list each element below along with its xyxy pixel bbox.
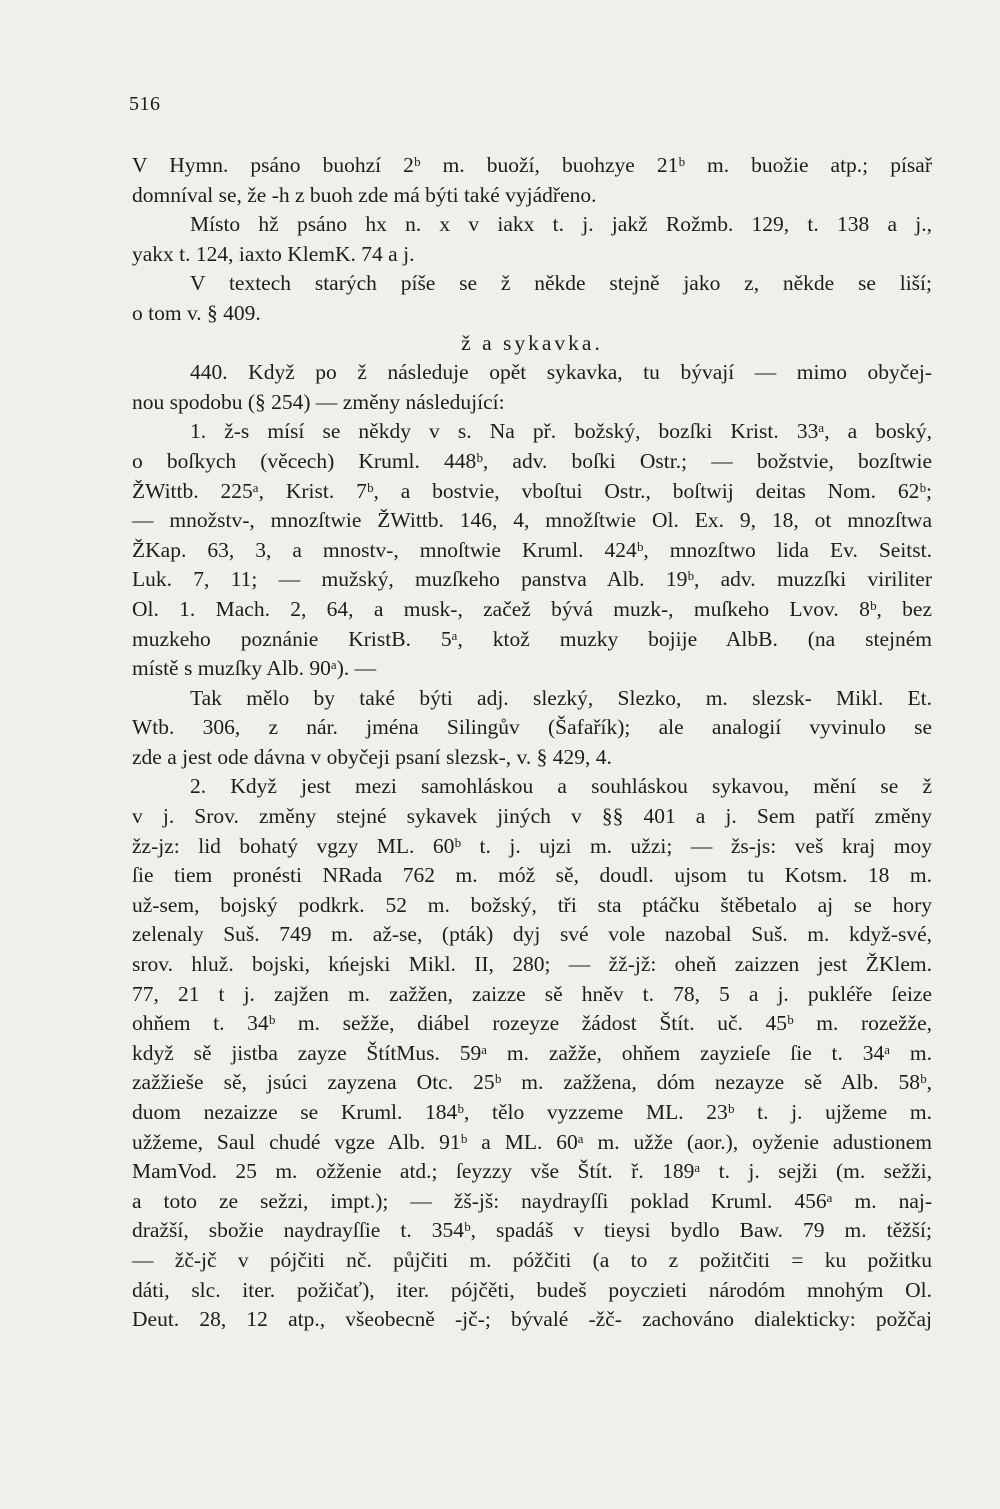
text-line: dáti, slc. iter. požičať), iter. pójčěti, budeš poyczieti národóm mnohým Ol. [132,1277,932,1302]
text-line: Ol. 1. Mach. 2, 64, a musk-, začež bývá muzk-, muſkeho Lvov. 8ᵇ, bez [132,596,932,621]
text-line: 77, 21 t j. zajžen m. zažžen, zaizze sě hněv t. 78, 5 a j. pukléře ſeize [132,981,932,1006]
text-line: Místo hž psáno hx n. x v iakx t. j. jakž Rožmb. 129, t. 138 a j., [190,212,932,237]
text-line: ſie tiem pronésti NRada 762 m. móž sě, doudl. ujsom tu Kotsm. 18 m. [132,863,932,888]
text-line: Deut. 28, 12 atp., všeobecně -jč-; bývalé -žč- zachováno dialekticky: požčaj [132,1307,932,1332]
text-line: zde a jest ode dávna v obyčeji psaní slezsk-, v. § 429, 4. [132,744,612,769]
text-line: nou spodobu (§ 254) — změny následující: [132,389,505,414]
text-line: — žč-jč v pójčiti nč. půjčiti m. póžčiti (a to z požitčiti = ku požitku [132,1247,932,1272]
text-line: Wtb. 306, z nár. jména Silingův (Šafařík); ale analogií vyvinulo se [132,715,932,740]
body-text [132,151,932,1335]
text-line: domníval se, že -h z buoh zde má býti také vyjádřeno. [132,182,597,207]
text-line: a toto ze sežzi, impt.); — žš-jš: naydrayſſi poklad Kruml. 456ᵃ m. naj- [132,1188,932,1213]
text-line: už-sem, bojský podkrk. 52 m. božský, tři sta ptáčku štěbetalo aj se hory [132,892,932,917]
text-line: — množstv-, mnozſtwie ŽWittb. 146, 4, množſtwie Ol. Ex. 9, 18, ot mnozſtwa [132,508,932,533]
section-heading: ž a sykavka. [461,330,603,355]
text-line: duom nezaizze se Kruml. 184ᵇ, tělo vyzzeme ML. 23ᵇ t. j. ujžeme m. [132,1100,932,1124]
text-line: zelenaly Suš. 749 m. až-se, (pták) dyj své vole nazobal Suš. m. když-své, [132,922,932,947]
text-line: o boſkych (věcech) Kruml. 448ᵇ, adv. boſki Ostr.; — božstvie, bozſtwie [132,448,932,473]
text-line: o tom v. § 409. [132,300,261,325]
text-line: dražší, sbožie naydrayſſie t. 354ᵇ, spadáš v tieysi bydlo Baw. 79 m. těžší; [132,1218,932,1243]
text-line: místě s muzſky Alb. 90ᵃ). — [132,656,377,681]
text-line: ŽWittb. 225ᵃ, Krist. 7ᵇ, a bostvie, vboſtui Ostr., boſtwij deitas Nom. 62ᵇ; [132,478,932,503]
text-line: srov. hluž. bojski, kńejski Mikl. II, 280; — žž-jž: oheň zaizzen jest ŽKlem. [132,952,932,977]
text-line: užžeme, Saul chudé vgze Alb. 91ᵇ a ML. 60ᵃ m. užže (aor.), oyženie adustionem [132,1129,932,1154]
text-line: ŽKap. 63, 3, a mnostv-, mnoſtwie Kruml. 424ᵇ, mnozſtwo lida Ev. Seitst. [132,537,932,562]
text-line: zažžieše sě, jsúci zayzena Otc. 25ᵇ m. zažžena, dóm nezayze sě Alb. 58ᵇ, [132,1070,932,1095]
page-number: 516 [129,93,161,115]
text-line: Tak mělo by také býti adj. slezký, Slezko, m. slezsk- Mikl. Et. [190,685,932,710]
text-line: Luk. 7, 11; — mužský, muzſkeho panstva Alb. 19ᵇ, adv. muzzſki viriliter [132,567,932,592]
text-line: v j. Srov. změny stejné sykavek jiných v §§ 401 a j. Sem patří změny [132,804,932,829]
text-line: 440. Když po ž následuje opět sykavka, tu bývají — mimo obyčej- [190,360,932,385]
text-line: V Hymn. psáno buohzí 2ᵇ m. buoží, buohzye 21ᵇ m. buožie atp.; písař [132,153,932,177]
text-line: když sě jistba zayze ŠtítMus. 59ᵃ m. zažže, ohňem zayzieſe ſie t. 34ᵃ m. [132,1040,932,1065]
text-line: MamVod. 25 m. ožženie atd.; ſeyzzy vše Štít. ř. 189ᵃ t. j. sejži (m. sežži, [132,1159,932,1184]
text-line: žz-jz: lid bohatý vgzy ML. 60ᵇ t. j. ujzi m. užzi; — žs-js: veš kraj moy [132,833,932,858]
text-line: V textech starých píše se ž někde stejně jako z, někde se liší; [190,271,932,296]
text-line: 1. ž-s mísí se někdy v s. Na př. božský, bozſki Krist. 33ᵃ, a boský, [190,419,932,444]
text-line: muzkeho poznánie KristB. 5ᵃ, ktož muzky bojije AlbB. (na stejném [132,626,932,651]
text-line: ohňem t. 34ᵇ m. sežže, diábel rozeyze žádost Štít. uč. 45ᵇ m. rozežže, [132,1011,932,1036]
text-line: yakx t. 124, iaxto KlemK. 74 a j. [132,241,415,266]
text-line: 2. Když jest mezi samohláskou a souhláskou sykavou, mění se ž [190,774,932,799]
